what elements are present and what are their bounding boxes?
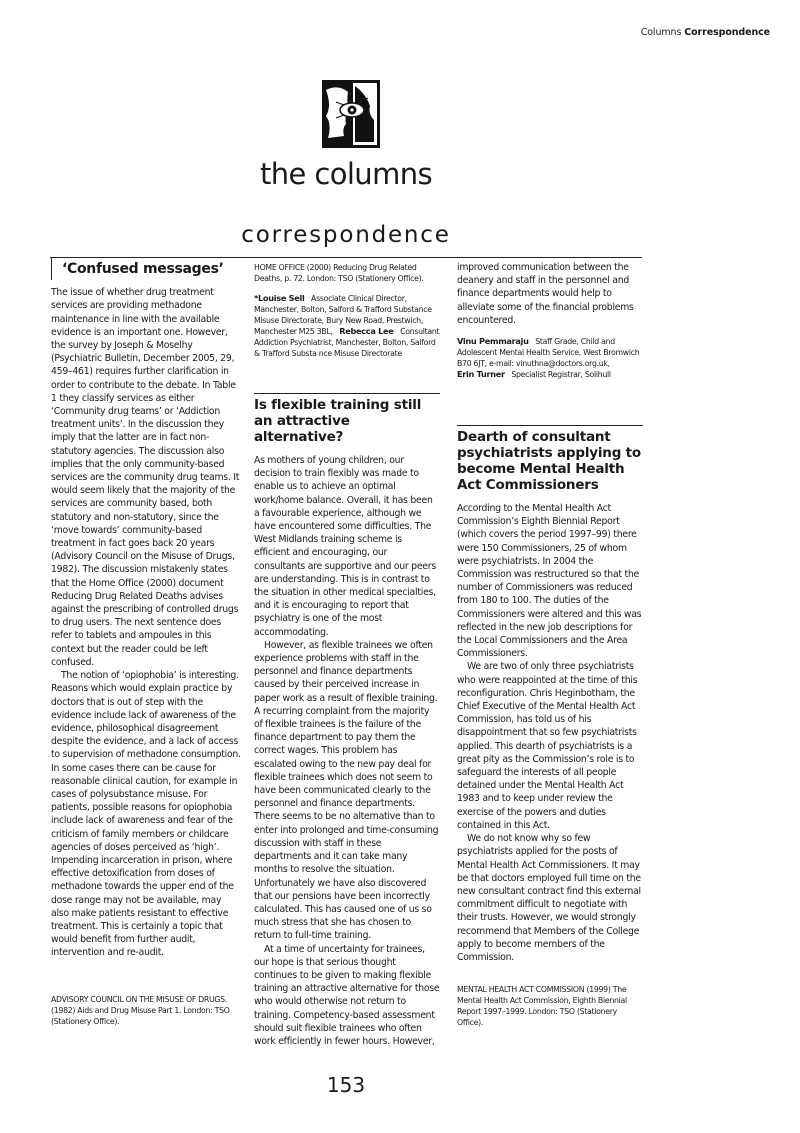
signature-name: Rebecca Lee — [339, 326, 394, 336]
column-3 — [457, 258, 643, 1028]
signature-name: Erin Turner — [457, 369, 505, 380]
column-1 — [51, 258, 241, 1027]
signature-text: Associate Clinical Director, Manchester, Bolton, Salford & Trafford Substance Misuse Directorate, Bury New Road, Prestwich, Manchester M25 3BL, — [254, 294, 432, 336]
signature-text: Consultant Addiction Psychiatrist, Manchester, Bolton, Salford & Trafford Substa nce Misuse Directorate — [254, 327, 440, 358]
article-paragraph: The issue of whether drug treatment services are providing methadone maintenance in line with the available evidence is an important one. However, the survey by Joseph & Moselhy (Psychiatric Bulletin, December 2005, 29, 459–461) requires further clarification in order to contribute to the debate. In Table 1 they classify services as either ‘Community drug teams’ or ‘Addiction treatment units’. In the discussion they imply that the latter are in fact non-statutory agencies. The discussion also implies that the only community-based services are the community drug teams. It would seem likely that the majority of the services are community based, both statutory and non-statutory, since the ‘move towards’ community-based treatment in fact goes back 20 years (Advisory Council on the Misuse of Drugs, 1982). The discussion mistakenly states that the Home Office (2000) document Reducing Drug Related Deaths advises against the prescribing of controlled drugs to drug users. The next sentence does refer to tablets and ampoules in this context but the reader could be left confused. — [51, 287, 240, 668]
signature-name: *Louise Sell — [254, 293, 305, 303]
article-paragraph: We are two of only three psychiatrists who were reappointed at the time of this reconfiguration. Chris Heginbotham, the Chief Executive of the Mental Health Act Commission, has told us of his disappointment that so few psychiatrists applied. This dearth of psychiatrists is a great pity as the Commission’s role is to safeguard the interests of all people detained under the Mental Health Act 1983 and to keep under review the exercise of the powers and duties contained in this Act. — [457, 661, 638, 831]
article-paragraph: At a time of uncertainty for trainees, our hope is that serious thought continues to be given to making flexible training an attractive alternative for those who would otherwise not return to training. Competency-based assessment should suit flexible trainees who often work efficiently in fewer hours. However, — [254, 943, 440, 1047]
article-paragraph: We do not know why so few psychiatrists applied for the posts of Mental Health Act Commissioners. It may be that doctors employed full time on the new consultant contract find this external commitment difficult to negotiate with their trusts. However, we would strongly recommend that Members of the College apply to become members of the Commission. — [457, 833, 641, 963]
article-heading: Dearth of consultant psychiatrists applying to become Mental Health Act Commissioners — [457, 425, 643, 493]
article-heading: ‘Confused messages’ — [51, 258, 241, 280]
signature — [457, 336, 643, 380]
article-paragraph: However, as flexible trainees we often experience problems with staff in the personnel and finance departments caused by their perceived increase in paper work as a result of flexible training. A recurring complaint from the majority of flexible trainees is the failure of the finance department to pay them the correct wages. This problem has escalated owing to the new pay deal for flexible trainees which does not seem to have been communicated clearly to the personnel and finance departments. There seems to be no alternative than to enter into prolonged and time-consuming discussion with staff in these departments and it can take many months to resolve the situation. Unfortunately we have also discovered that our pensions have been incorrectly calculated. This has caused one of us so much stress that she has chosen to return to full-time training. — [254, 639, 439, 942]
masthead-title: the columns — [259, 157, 433, 191]
signature-name: Vinu Pemmaraju — [457, 336, 529, 347]
article-paragraph: The notion of ‘opiophobia’ is interesting. Reasons which would explain practice by doctors that is out of step with the evidence include lack of awareness of the evidence, philosophical disagreement despite the evidence, and a lack of access to supervision of methadone consumption. In some cases there can be cause for reasonable clinical caution, for example in cases of polysubstance misuse. For patients, possible reasons for opiophobia include lack of awareness and fear of the criticism of family members or childcare agencies of doses perceived as ‘high’. Impending incarceration in prison, where effective detoxification from doses of methadone towards the upper end of the dose range may not be available, may also make patients resistant to effective treatment. This is certainly a topic that would benefit from further audit, intervention and re-audit. — [51, 670, 241, 959]
signature-text: Staff Grade, Child and Adolescent Mental Health Service, West Bromwich B70 6JT, e-mail: vinuthna@doctors.org.uk, — [457, 337, 640, 369]
running-head — [641, 27, 770, 38]
running-head-title: Correspondence — [684, 27, 770, 38]
article-heading: Is flexible training still an attractive alternative? — [254, 393, 440, 445]
article-paragraph: According to the Mental Health Act Commission’s Eighth Biennial Report (which covers the period 1997–99) there were 150 Commissioners, 25 of whom were psychiatrists. In 2004 the Commission was restructured so that the number of Commissioners was reduced from 180 to 100. The duties of the Commissioners were altered and this was reflected in the new job descriptions for the Local Commissioners and the Area Commissioners. — [457, 503, 642, 660]
article-paragraph: improved communication between the deanery and staff in the personnel and finance departments would help to alleviate some of the financial problems encountered. — [457, 262, 634, 326]
signature-text: Specialist Registrar, Solihull — [511, 370, 611, 380]
page-number: 153 — [326, 1073, 366, 1097]
reference: HOME OFFICE (2000) Reducing Drug Related Deaths, p. 72. London: TSO (Stationery Office). — [254, 263, 424, 283]
signature — [254, 293, 440, 359]
columns-logo-icon — [322, 80, 380, 148]
column-2 — [254, 258, 440, 1048]
masthead-subtitle: correspondence — [241, 222, 451, 248]
reference: MENTAL HEALTH ACT COMMISSION (1999) The Mental Health Act Commission, Eighth Biennial Report 1997–1999. London: TSO (Stationery Office). — [457, 985, 627, 1028]
running-head-section: Columns — [640, 27, 682, 38]
reference: ADVISORY COUNCIL ON THE MISUSE OF DRUGS. (1982) Aids and Drug Misuse Part 1. London: TSO (Stationery Office). — [51, 994, 230, 1026]
article-paragraph: As mothers of young children, our decision to train flexibly was made to enable us to achieve an optimal work/home balance. Overall, it has been a favourable experience, although we have encountered some difficulties. The West Midlands training scheme is efficient and encouraging, our consultants are supportive and our peers are understanding. This is in contrast to the situation in other medical specialties, and it is encouraging to report that psychiatry is one of the most accommodating. — [254, 455, 436, 638]
